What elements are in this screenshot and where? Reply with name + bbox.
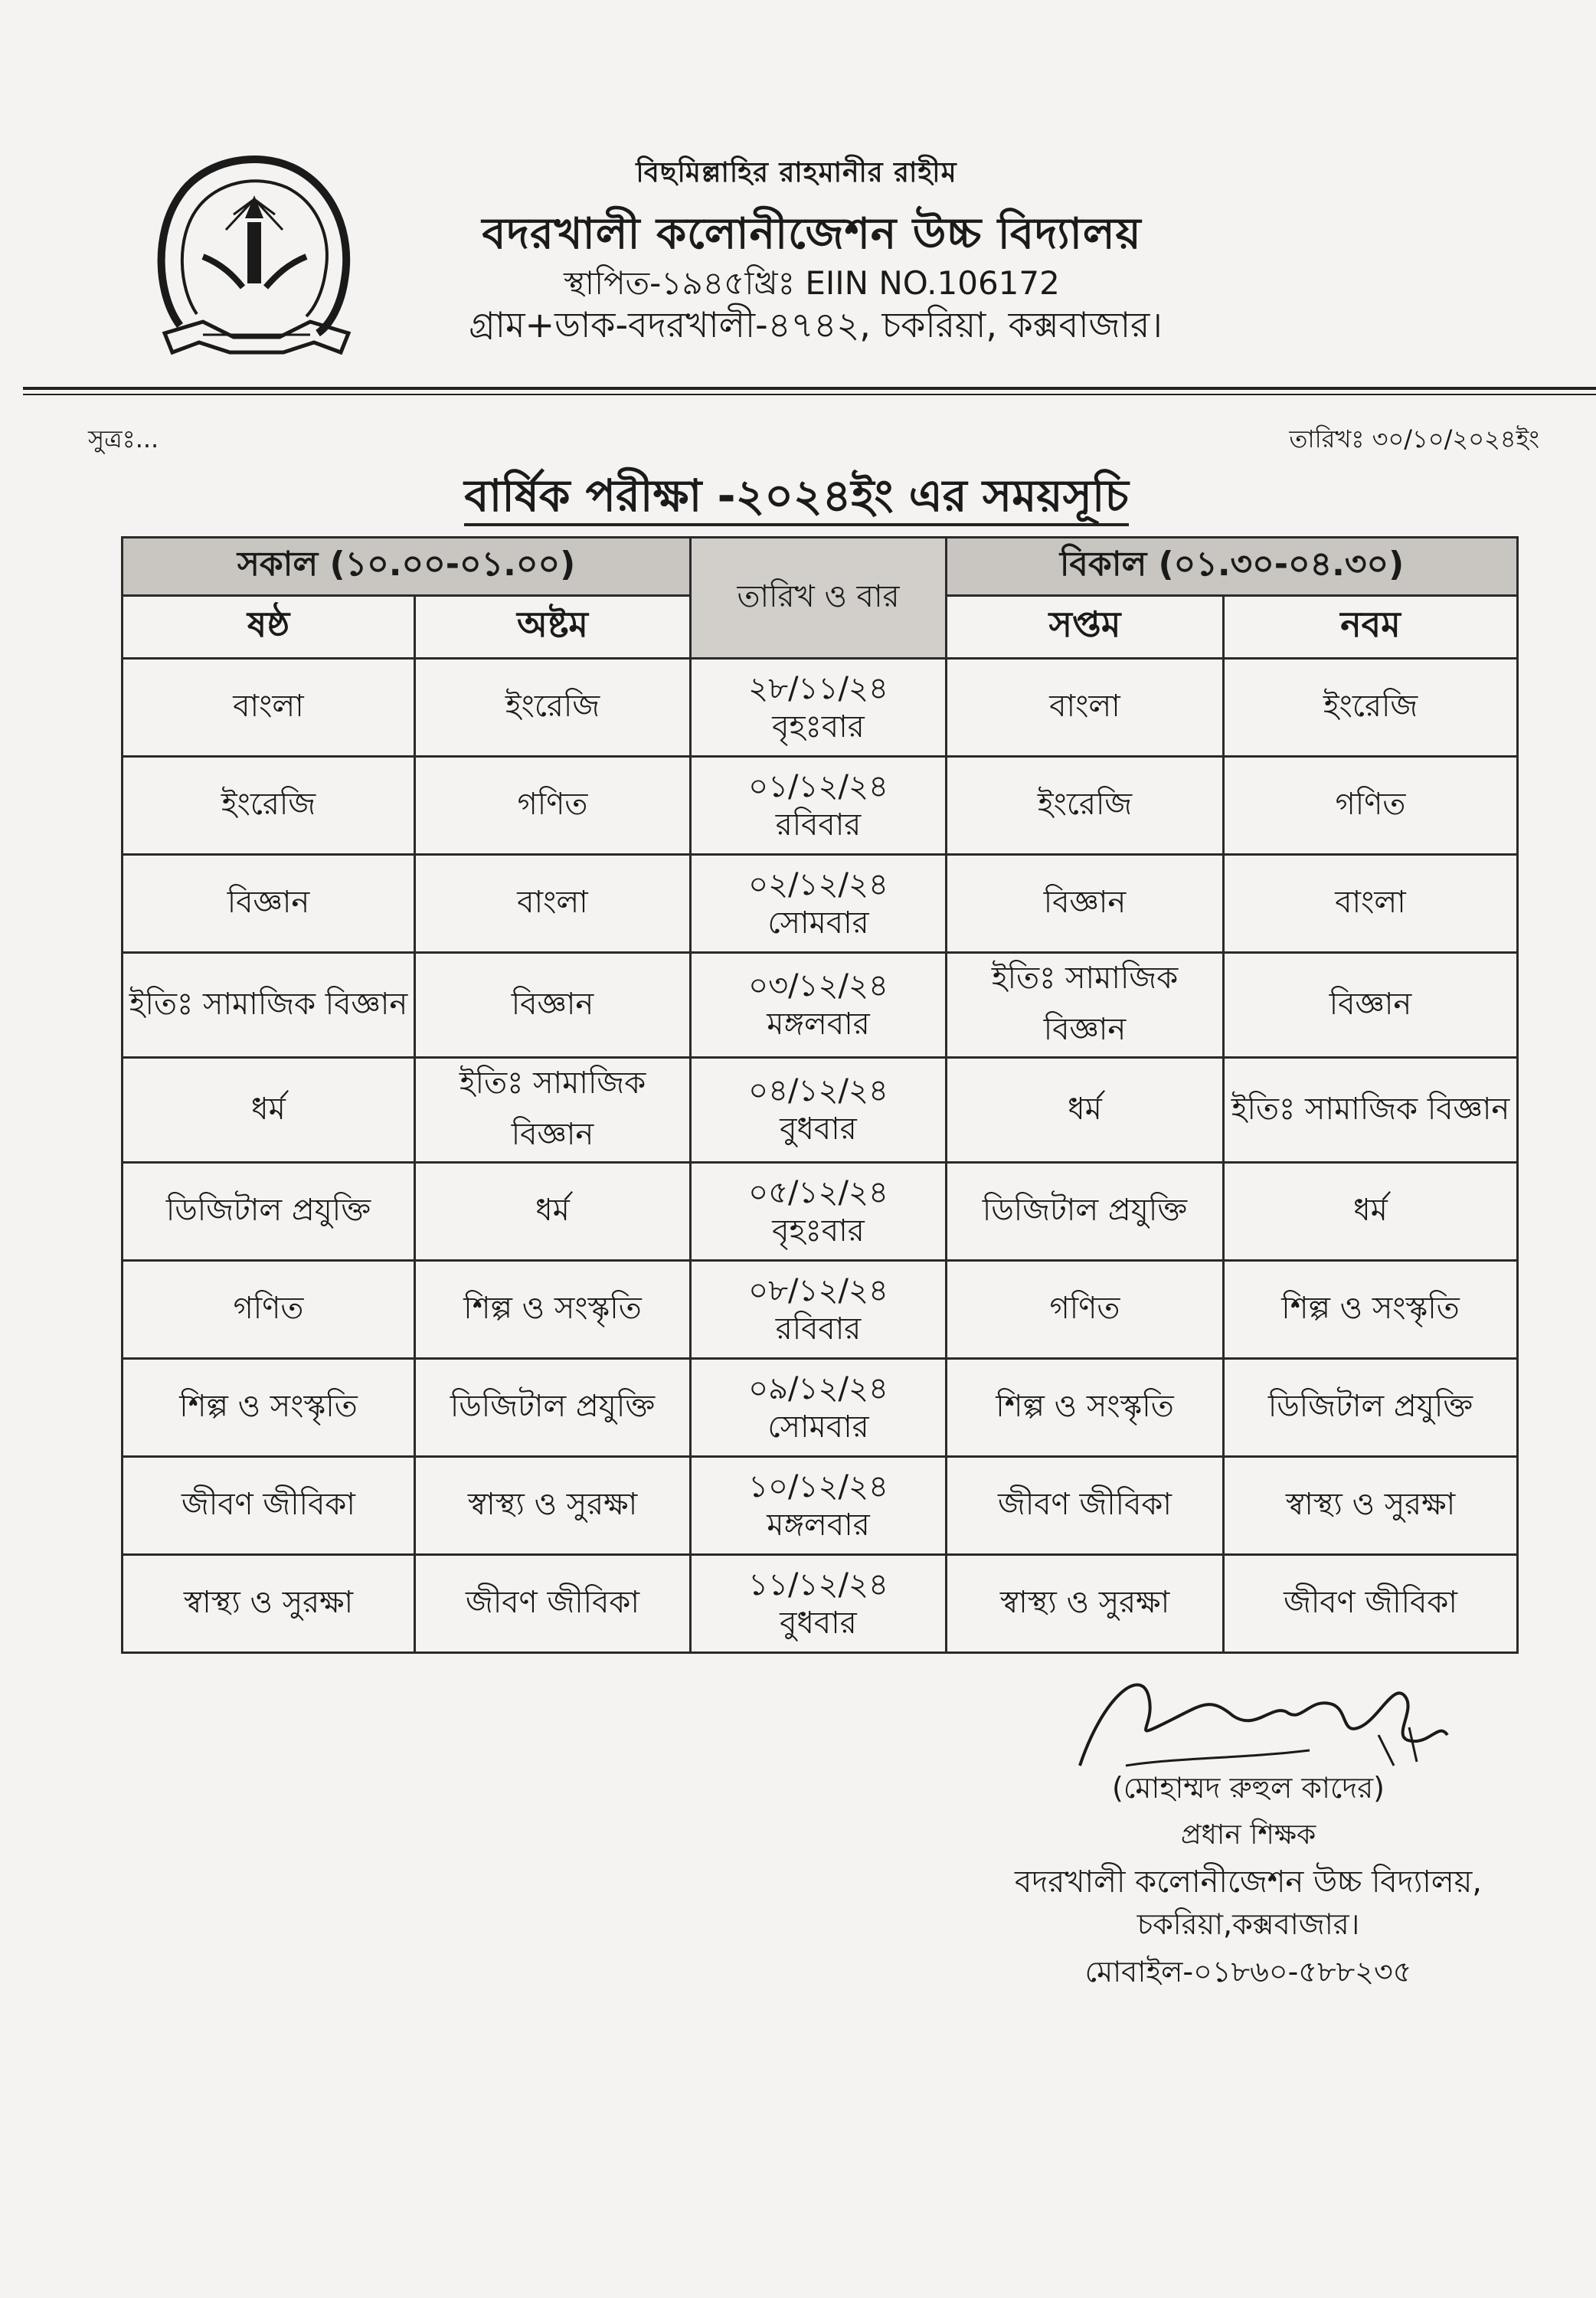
exam-date: ২৮/১১/২৪ (748, 670, 888, 706)
school-address: গ্রাম+ডাক-বদরখালী-৪৭৪২, চকরিয়া, কক্সবাজার। (469, 304, 1163, 345)
subject-eighth: বাংলা (415, 855, 691, 953)
exam-date: ১১/১২/২৪ (748, 1566, 888, 1602)
exam-date-cell (691, 1163, 947, 1261)
subject-ninth: শিল্প ও সংস্কৃতি (1224, 1261, 1518, 1359)
issue-date: তারিখঃ ৩০/১০/২০২৪ইং (1289, 424, 1539, 453)
exam-date-cell (691, 855, 947, 953)
subject-sixth: ডিজিটাল প্রযুক্তি (123, 1163, 415, 1261)
exam-date: ০৮/১২/২৪ (748, 1272, 888, 1308)
table-row (123, 1555, 1518, 1653)
subject-eighth: স্বাস্থ্য ও সুরক্ষা (415, 1457, 691, 1555)
class-ninth-header: নবম (1224, 596, 1518, 659)
exam-date: ০৪/১২/২৪ (748, 1073, 888, 1108)
signatory-title: প্রধান শিক্ষক (1180, 1819, 1316, 1851)
subject-seventh: ইতিঃ সামাজিক বিজ্ঞান (947, 953, 1224, 1058)
table-row (123, 953, 1518, 1058)
subject-ninth: জীবণ জীবিকা (1224, 1555, 1518, 1653)
subject-seventh: জীবণ জীবিকা (947, 1457, 1224, 1555)
subject-eighth: জীবণ জীবিকা (415, 1555, 691, 1653)
subject-ninth: বিজ্ঞান (1224, 953, 1518, 1058)
morning-shift-header: সকাল (১০.০০-০১.০০) (123, 538, 691, 596)
subject-seventh: ধর্ম (947, 1058, 1224, 1163)
exam-day: মঙ্গলবার (767, 1007, 870, 1042)
class-seventh-header: সপ্তম (947, 596, 1224, 659)
exam-day: রবিবার (775, 807, 862, 843)
class-sixth-header: ষষ্ঠ (123, 596, 415, 659)
school-logo (149, 142, 364, 387)
exam-day: মঙ্গলবার (767, 1507, 870, 1543)
school-name: বদরখালী কলোনীজেশন উচ্চ বিদ্যালয় (482, 209, 1142, 259)
exam-date-cell (691, 1457, 947, 1555)
exam-date-cell (691, 1555, 947, 1653)
subject-ninth: ধর্ম (1224, 1163, 1518, 1261)
subject-sixth: ইতিঃ সামাজিক বিজ্ঞান (123, 953, 415, 1058)
signatory-name: (মোহাম্মদ রুহুল কাদের) (1112, 1771, 1385, 1805)
table-row (123, 659, 1518, 757)
table-row (123, 757, 1518, 855)
exam-day: বৃহঃবার (772, 709, 865, 745)
subject-seventh: শিল্প ও সংস্কৃতি (947, 1359, 1224, 1457)
subject-sixth: শিল্প ও সংস্কৃতি (123, 1359, 415, 1457)
table-row (123, 1457, 1518, 1555)
table-row (123, 1163, 1518, 1261)
exam-date: ০২/১২/২৪ (748, 866, 888, 902)
subject-eighth: ইতিঃ সামাজিক বিজ্ঞান (415, 1058, 691, 1163)
exam-date: ০১/১২/২৪ (748, 768, 888, 804)
table-row (123, 1261, 1518, 1359)
subject-sixth: জীবণ জীবিকা (123, 1457, 415, 1555)
exam-date-cell (691, 757, 947, 855)
subject-sixth: ইংরেজি (123, 757, 415, 855)
exam-date: ১০/১২/২৪ (748, 1468, 888, 1504)
subject-seventh: ডিজিটাল প্রযুক্তি (947, 1163, 1224, 1261)
subject-seventh: বিজ্ঞান (947, 855, 1224, 953)
document-title-text: বার্ষিক পরীক্ষা -২০২৪ইং এর সময়সূচি (464, 470, 1129, 526)
table-row (123, 855, 1518, 953)
subject-ninth: বাংলা (1224, 855, 1518, 953)
subject-ninth: গণিত (1224, 757, 1518, 855)
subject-sixth: বিজ্ঞান (123, 855, 415, 953)
exam-date-cell (691, 1261, 947, 1359)
signatory-school: বদরখালী কলোনীজেশন উচ্চ বিদ্যালয়, (1015, 1864, 1482, 1900)
subject-ninth: স্বাস্থ্য ও সুরক্ষা (1224, 1457, 1518, 1555)
exam-date: ০৩/১২/২৪ (748, 968, 888, 1003)
exam-day: রবিবার (775, 1311, 862, 1347)
signatory-mobile: মোবাইল-০১৮৬০-৫৮৮২৩৫ (1084, 1955, 1412, 1989)
exam-schedule-table (121, 536, 1519, 1654)
exam-day: বুধবার (780, 1605, 857, 1641)
exam-date-cell (691, 1058, 947, 1163)
subject-ninth: ইতিঃ সামাজিক বিজ্ঞান (1224, 1058, 1518, 1163)
subject-seventh: স্বাস্থ্য ও সুরক্ষা (947, 1555, 1224, 1653)
subject-eighth: ইংরেজি (415, 659, 691, 757)
subject-seventh: গণিত (947, 1261, 1224, 1359)
subject-ninth: ডিজিটাল প্রযুক্তি (1224, 1359, 1518, 1457)
exam-date: ০৯/১২/২৪ (748, 1370, 888, 1406)
subject-seventh: ইংরেজি (947, 757, 1224, 855)
subject-seventh: বাংলা (947, 659, 1224, 757)
afternoon-shift-header: বিকাল (০১.৩০-০৪.৩০) (947, 538, 1518, 596)
exam-date-cell (691, 953, 947, 1058)
subject-eighth: ধর্ম (415, 1163, 691, 1261)
document-title (429, 462, 1164, 536)
exam-date-cell (691, 1359, 947, 1457)
exam-day: বুধবার (780, 1111, 857, 1147)
signatory-location: চকরিয়া,কক্সবাজার। (1136, 1907, 1360, 1941)
date-day-header: তারিখ ও বার (691, 538, 947, 659)
exam-date-cell (691, 659, 947, 757)
exam-day: সোমবার (767, 1409, 869, 1445)
shift-header-row (123, 538, 1518, 596)
reference-number: সুত্রঃ... (88, 424, 159, 453)
subject-sixth: স্বাস্থ্য ও সুরক্ষা (123, 1555, 415, 1653)
subject-sixth: বাংলা (123, 659, 415, 757)
class-eighth-header: অষ্টম (415, 596, 691, 659)
headmaster-signature (1057, 1651, 1455, 1781)
subject-eighth: বিজ্ঞান (415, 953, 691, 1058)
table-row (123, 1359, 1518, 1457)
exam-date: ০৫/১২/২৪ (748, 1174, 888, 1210)
subject-eighth: শিল্প ও সংস্কৃতি (415, 1261, 691, 1359)
established-eiin: স্থাপিত-১৯৪৫খ্রিঃ EIIN NO.106172 (564, 264, 1060, 302)
table-row (123, 1058, 1518, 1163)
subject-sixth: গণিত (123, 1261, 415, 1359)
header-divider-thin (23, 394, 1596, 395)
subject-eighth: ডিজিটাল প্রযুক্তি (415, 1359, 691, 1457)
exam-day: বৃহঃবার (772, 1213, 865, 1249)
header-divider (23, 387, 1596, 390)
subject-eighth: গণিত (415, 757, 691, 855)
subject-ninth: ইংরেজি (1224, 659, 1518, 757)
exam-day: সোমবার (767, 905, 869, 941)
subject-sixth: ধর্ম (123, 1058, 415, 1163)
bismillah: বিছমিল্লাহির রাহমানীর রাহীম (636, 157, 957, 188)
